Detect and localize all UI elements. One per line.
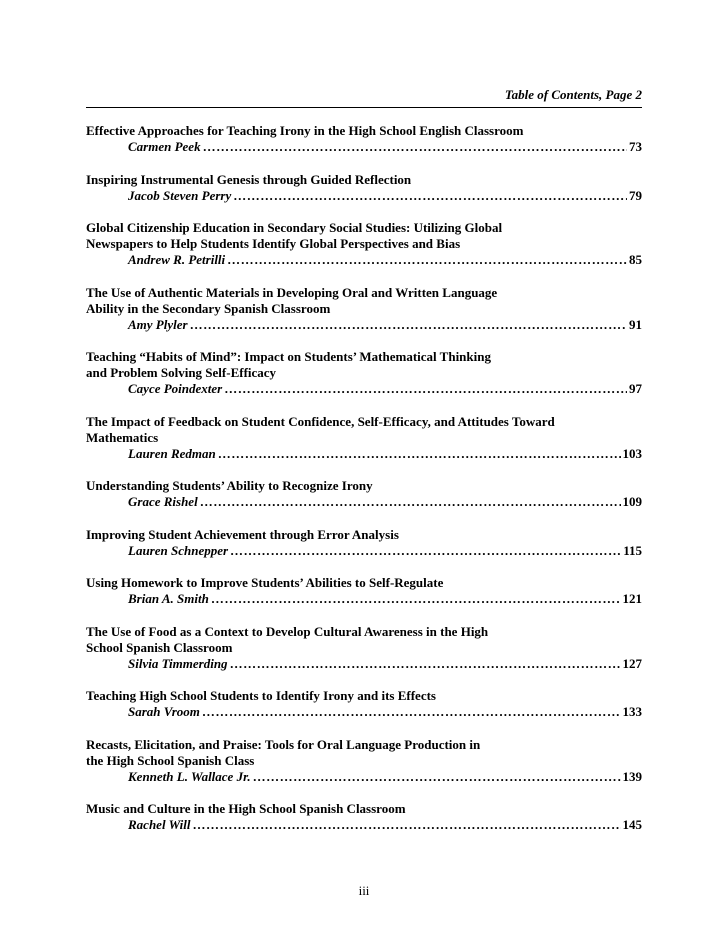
author-line: [86, 591, 642, 607]
toc-entry: [86, 414, 642, 462]
entry-title-line: Ability in the Secondary Spanish Classroom: [86, 300, 331, 316]
author-line: [86, 381, 642, 397]
entry-page-number: 121: [622, 591, 642, 606]
entry-page-number: 139: [622, 768, 642, 784]
entry-author: Andrew R. Petrilli: [128, 252, 226, 267]
toc-entry: [86, 737, 642, 785]
header-title: Table of Contents, Page 2: [504, 87, 642, 102]
entry-title-line: Inspiring Instrumental Genesis through Guided Reflection: [86, 171, 412, 187]
entry-title-line: Improving Student Achievement through Error Analysis: [86, 526, 399, 542]
author-line: [86, 446, 642, 462]
entry-author: Silvia Timmerding: [128, 655, 228, 671]
entry-author: Lauren Redman: [128, 445, 216, 461]
author-line: [86, 252, 642, 268]
author-line: [86, 188, 642, 204]
entry-title-line: Using Homework to Improve Students’ Abilities to Self-Regulate: [86, 575, 444, 590]
toc-entry: [86, 123, 642, 155]
dot-leader: [203, 139, 627, 155]
entry-title-line: the High School Spanish Class: [86, 752, 255, 768]
author-line: [86, 656, 642, 672]
author-line: [86, 543, 642, 559]
entry-author: Rachel Will: [128, 817, 191, 832]
entry-page-number: 109: [622, 494, 642, 509]
dot-leader: [230, 543, 621, 559]
entry-title-line: Teaching High School Students to Identify Irony and its Effects: [86, 688, 436, 703]
dot-leader: [218, 446, 621, 462]
entry-title-line: The Use of Authentic Materials in Developing Oral and Written Language: [86, 284, 498, 300]
entry-author: Brian A. Smith: [128, 591, 209, 606]
entry-title-line: The Impact of Feedback on Student Confidence, Self-Efficacy, and Attitudes Toward: [86, 413, 555, 429]
entry-author: Sarah Vroom: [128, 704, 200, 719]
toc-entry: [86, 285, 642, 333]
entry-title-line: Understanding Students’ Ability to Recognize Irony: [86, 478, 373, 493]
entry-author: Lauren Schnepper: [128, 542, 229, 558]
running-header: [86, 87, 642, 108]
toc-entry: [86, 801, 642, 833]
entry-page-number: 79: [629, 187, 642, 203]
entry-title-line: Newspapers to Help Students Identify Global Perspectives and Bias: [86, 236, 461, 251]
entry-title-line: Effective Approaches for Teaching Irony in the High School English Classroom: [86, 123, 524, 138]
dot-leader: [233, 188, 627, 204]
entry-title-line: The Use of Food as a Context to Develop Cultural Awareness in the High: [86, 623, 489, 639]
entry-author: Jacob Steven Perry: [128, 187, 232, 203]
author-line: [86, 769, 642, 785]
dot-leader: [211, 591, 621, 607]
dot-leader: [192, 817, 620, 833]
author-line: [86, 817, 642, 833]
author-line: [86, 139, 642, 155]
entry-author: Grace Rishel: [128, 494, 198, 509]
toc-entry: [86, 575, 642, 607]
toc-entry: [86, 349, 642, 397]
entry-page-number: 73: [629, 139, 642, 154]
entry-title-line: School Spanish Classroom: [86, 639, 233, 655]
dot-leader: [224, 381, 627, 397]
entry-title-line: Teaching “Habits of Mind”: Impact on Students’ Mathematical Thinking: [86, 349, 491, 364]
entry-title-line: Global Citizenship Education in Secondary Social Studies: Utilizing Global: [86, 220, 503, 235]
entry-title-line: Mathematics: [86, 429, 159, 445]
dot-leader: [200, 494, 621, 510]
page-number: iii: [358, 883, 370, 898]
entry-author: Amy Plyler: [128, 316, 188, 332]
entry-page-number: 97: [629, 381, 642, 396]
entry-page-number: 133: [622, 704, 642, 719]
dot-leader: [202, 704, 621, 720]
entry-page-number: 115: [623, 542, 642, 558]
dot-leader: [227, 252, 627, 268]
entry-page-number: 103: [622, 445, 642, 461]
toc-entry: [86, 688, 642, 720]
author-line: [86, 317, 642, 333]
entry-author: Cayce Poindexter: [128, 381, 223, 396]
dot-leader: [190, 317, 627, 333]
entry-author: Kenneth L. Wallace Jr.: [128, 768, 251, 784]
table-of-contents: [86, 123, 642, 850]
entry-page-number: 91: [629, 316, 642, 332]
author-line: [86, 494, 642, 510]
toc-entry: [86, 478, 642, 510]
author-line: [86, 704, 642, 720]
toc-entry: [86, 220, 642, 268]
entry-page-number: 85: [629, 252, 642, 267]
dot-leader: [230, 656, 621, 672]
entry-title-line: Music and Culture in the High School Spanish Classroom: [86, 801, 406, 816]
entry-title-line: Recasts, Elicitation, and Praise: Tools for Oral Language Production in: [86, 736, 481, 752]
toc-entry: [86, 527, 642, 559]
entry-page-number: 145: [622, 817, 642, 832]
entry-author: Carmen Peek: [128, 139, 201, 154]
toc-entry: [86, 172, 642, 204]
dot-leader: [253, 769, 621, 785]
toc-entry: [86, 624, 642, 672]
entry-page-number: 127: [622, 655, 642, 671]
entry-title-line: and Problem Solving Self-Efficacy: [86, 365, 277, 380]
